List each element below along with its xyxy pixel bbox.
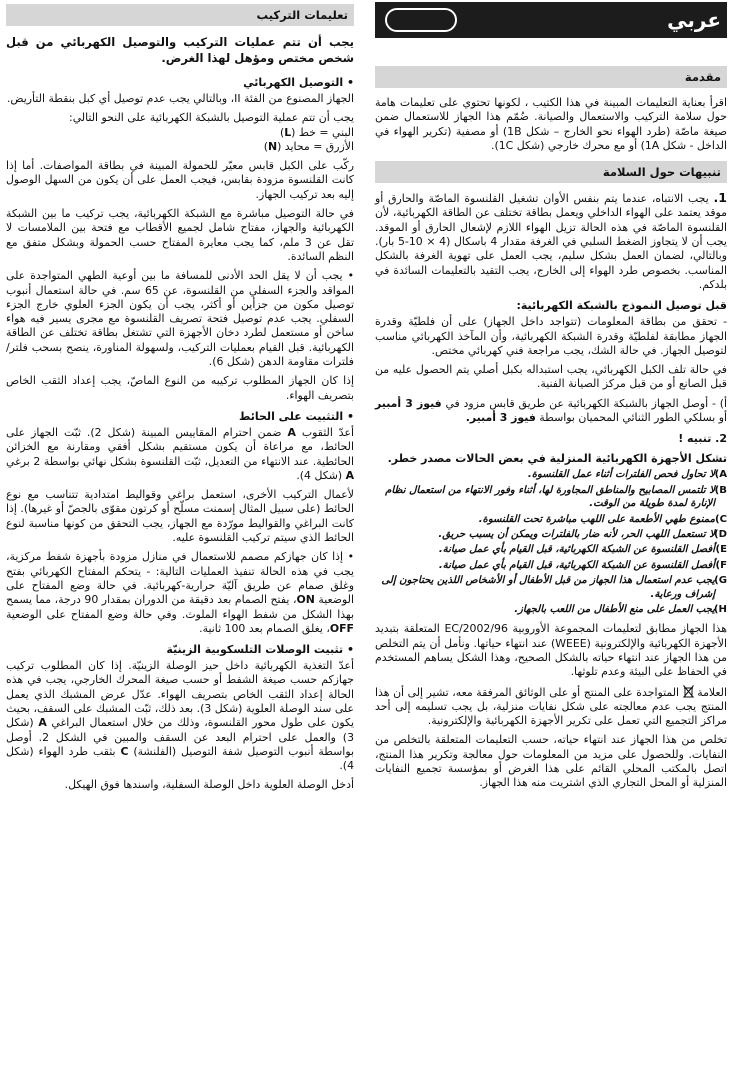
- weee-text: هذا الجهاز مطابق لتعليمات المجموعة الأوروبية 2002/96/EC المتعلقة بتبديد الأجهزة الكهربائية والإلكترونية (WEEE) عند انتهاء حياتها. ونأمل أن يتم التخلص من هذا الجهاز عند انتهاء حياته بالشكل الصحيح، وهذا الشكل يساهم المستخدم في الحفاظ على البيئة وعدم تلوثها.: [375, 622, 727, 679]
- list-item: [375, 513, 727, 526]
- list-item-text: لا تحاول فحص الفلترات أثناء عمل القلنسوة.: [527, 469, 715, 481]
- brown-wire-label: البني = خط (: [291, 125, 354, 139]
- disposal-text: تخلص من هذا الجهاز عند انتهاء حياته، حسب التعليمات المتعلقة بالتخلص من النفايات. وللحصول على مزيد من المعلومات حول معالجة وتكرير هذا المنتج، اتصل بالمكتب المحلي القائم على هذا الغرض أو بمؤسسة تجميع النفايات المنزلية أو المحل التجاري الذي اشتريت منه هذا الجهاز.: [375, 733, 727, 790]
- switch-off-label: OFF: [329, 621, 354, 635]
- warning-list: [375, 468, 727, 616]
- list-item-mark: G): [714, 575, 727, 587]
- safety-paragraph-1: [375, 191, 727, 292]
- list-item-text: يجب عدم استعمال هذا الجهاز من قبل الأطفال أو الأشخاص اللذين يحتاجون إلى إشراف ورعاية.: [381, 575, 715, 600]
- connection-text: - تحقق من بطاقة المعلومات (تتواجد داخل الجهاز) على أن فلطيّة وقدرة الجهاز مطابقة لفلطيّة وقدرة الشبكة الكهربائية، وأن المآخذ الكهربائي مناسب لتوصيل الجهاز. في حالة الشك، يجب مراجعة فني كهربائي مختص.: [375, 315, 727, 357]
- symbol-text-a: العلامة: [697, 685, 728, 699]
- list-item: [375, 528, 727, 541]
- wall-text-1: [6, 426, 354, 483]
- fuse-rating-2: فيوز 3 أمبير.: [465, 411, 536, 425]
- decor-text-2: أدخل الوصلة العلوية داخل الوصلة السفلية، واسندها فوق الهيكل.: [64, 778, 354, 792]
- wall-text-1c: ضمن احترام المقاييس المبينة (شكل 2). ثبّت الجهاز على الحائط، مع مراعاة أن يكون مستقيم بشكل أفقي ومقارنة مع الخزائن الحائطية. عند الانتهاء من التعديل، ثبّت القلنسوة بشكل نهائي بواسطة 2 برغي: [6, 425, 355, 468]
- list-item-text: أفصل القلنسوة عن الشبكة الكهربائية، قبل القيام بأي عمل صيانة.: [438, 544, 715, 556]
- list-item-text: أفصل القلنسوة عن الشبكة الكهربائية، قبل القيام بأي عمل صيانة.: [438, 559, 715, 571]
- language-title: عربي: [667, 8, 721, 32]
- decor-text-1: [6, 659, 354, 773]
- brown-wire-code: L: [284, 125, 292, 139]
- wall-text-3a: • إذا كان جهازكم مصمم للاستعمال في منازل مزودة بأجهزة شفط مركزية، يجب في هذه الحالة تنفيذ العمليات التالية: - يتحكم المفتاح الكهربائي بفتح وغلق صمام عن طريق آليّة حرارية-كهربائية. في حالة وضع المفتاح على الوضعية: [6, 550, 355, 607]
- list-item-text: لا تلتمس المصابيح والمناطق المجاورة لها، أثناء وفور الانتهاء من استعمال نظام الإنارة لمدة طويلة من الوقت.: [385, 484, 715, 510]
- decor-text-1c: (شكل 3) والعمل على احترام البعد عن السقف والمبين في الشكل 2. أوصل بواسطة أنبوب التوصيل شفة التوصيل (الفلنشة): [6, 716, 354, 758]
- brown-wire-close: ): [279, 125, 285, 139]
- wall-text-1e: (شكل 4).: [296, 468, 343, 482]
- crossed-bin-icon: [683, 685, 694, 698]
- list-item: [375, 468, 727, 481]
- symbol-text-b: المتواجدة على المنتج أو على الوثائق المرفقة معه، تشير إلى أن هذا المنتج يجب عدم معالجته على شكل نفايات منزلية، بل يجب تسليمه إلى أحد مراكز التجميع التي تعمل على تكرير الأجهزة الكهربائية والإلكترونية.: [375, 685, 727, 728]
- fuse-text: [375, 397, 727, 426]
- wall-text-3c: ، يغلق الصمام بعد 100 ثانية.: [199, 621, 330, 635]
- blue-wire-label: الأزرق = محايد (: [277, 139, 354, 153]
- safety-text-1: يجب الانتباه، عندما يتم بنفس الأوان تشغيل القلنسوة الماصّة والحارق أو موقد يعتمد على الهواء الداخلي ويعمل بطاقة تختلف عن الطاقة الكهربائية، لأن القلنسوة الماصّة في هذه الحالة تزيل الهواء اللازم لإشعال الحارق أو الموقد. يجب أن لا يتجاوز الضغط السلبي في الغرفة مقدار 4 باسكال (4 × 10-5 بار). وبالتالي، لضمان العمل بشكل سليم، يجب العمل على تهوية الغرفة بالشكل المناسب. بخصوص طرد الهواء إلى الخارج، يجب التقيد بالتعليمات السائدة في بلدكم.: [375, 192, 727, 291]
- list-item: [375, 484, 727, 511]
- installation-lead: يجب أن تتم عمليات التركيب والتوصيل الكهربائي من قبل شخص مختص ومؤهل لهذا الغرض.: [6, 35, 354, 65]
- list-item: [375, 559, 727, 572]
- safety-heading: تنبيهات حول السلامة: [375, 161, 727, 183]
- right-column: [371, 0, 733, 1082]
- list-item-mark: B): [714, 484, 727, 496]
- list-item-text: ممنوع طهي الأطعمة على اللهب مباشرة تحت القلنسوة.: [478, 513, 715, 525]
- decor-title: • تثبيت الوصلات التلسكوبية الزينيّة: [166, 643, 354, 657]
- blue-wire-code: N: [267, 139, 278, 153]
- list-item-text: يجب العمل على منع الأطفال من اللعب بالجهاز.: [514, 604, 715, 615]
- decor-text-1e: بثقب طرد الهواء (شكل 4).: [6, 744, 354, 773]
- wall-text-2: لأعمال التركيب الأخرى، استعمل براغي وقواليط امتدادية تتناسب مع نوع الحائط (على سبيل المثال إسمنت مسلّح أو كرتون مقوّى بالجصّ أو غيرها). إذا كانت البراغي والقواليط مورّدة مع الجهاز، يجب التحقق من كونها مناسبة لنوع الحائط الذي سيتم تركيب القلنسوة عليه.: [6, 488, 354, 545]
- warning-title: تشكل الأجهزة الكهربائية المنزلية في بعض الحالات مصدر خطر.: [387, 452, 727, 466]
- wall-title: • التثبيت على الحائط: [238, 409, 354, 423]
- electrical-title: • التوصيل الكهربائي: [243, 76, 354, 89]
- electrical-text-5: • يجب أن لا يقل الحد الأدنى للمسافة ما بين أوعية الطهي المتواجدة على المواقد والجزء السفلي من القلنسوة، عن 65 سم. في حالة استعمال أنبوب توصيل مكون من جزأين أو أكثر، يجب أن يكون الجزء العلوي خارج الجزء السفلي. يجب عدم توصيل فتحة تصريف القلنسوة مع مجرى يسير فيه هواء ساخن أو مستعمل لطرد دخان الأجهزة التي تشتغل بطاقة تختلف عن الطاقة الكهربائية. قبل القيام بعمليات التركيب، ولسهولة المناورة، ينصح بسحب فلتر/فلترات مقاومة الدهن (شكل 6).: [6, 269, 354, 369]
- wall-text-3b: ، يفتح الصمام بعد دقيقة من الدوران بمقدار 90 درجة، مما يسمح بهذا الشكل من شفط الهواء الملوث. وفي حالة وضع المفتاح على الوضعية: [6, 593, 354, 621]
- blue-wire-line: [6, 140, 354, 154]
- wall-ref-a: A: [287, 425, 296, 439]
- language-header: [375, 2, 727, 38]
- fuse-text-b: أو بسلكي الطور الثنائي المحميان بواسطة: [539, 411, 727, 425]
- brown-wire-line: [6, 126, 354, 140]
- list-item-mark: A): [714, 469, 727, 481]
- language-tab-shape: [385, 8, 457, 32]
- list-item-mark: F): [715, 559, 727, 571]
- list-item-text: لا تستعمل اللهب الحر، لأنه ضار بالفلترات ويمكن أن يسبب حريق.: [438, 528, 715, 540]
- spacer: [375, 38, 727, 58]
- decor-ref-c: C: [120, 744, 129, 758]
- fuse-rating-1: فيوز 3 أمبير: [375, 396, 442, 410]
- electrical-text-2-lead: يجب أن تتم عملية التوصيل بالشبكة الكهربائية على النحو التالي:: [69, 111, 354, 125]
- blue-wire-close: ): [263, 139, 268, 153]
- installation-heading: تعليمات التركيب: [6, 4, 354, 26]
- list-item-mark: D): [713, 528, 727, 540]
- electrical-text-6: إذا كان الجهاز المطلوب تركيبه من النوع الماصّ، يجب إعداد الثقب الخاص بتصريف الهواء.: [6, 374, 354, 402]
- warning-number: 2. تنبيه !: [678, 432, 727, 446]
- intro-text: اقرأ بعناية التعليمات المبينة في هذا الكتيب ، لكونها تحتوي على تعليمات هامة حول سلامة التركيب والاستعمال والصيانة. ضُمّم هذا الجهاز للاستعمال ضمن صيغة ماصّة (طرد الهواء نحو الخارج – شكل 1B) أو مصفية (تكرير الهواء في الداخل - شكل 1A) أو مع محرك خارجي (شكل 1C).: [375, 96, 727, 152]
- electrical-text-4: في حالة التوصيل مباشرة مع الشبكة الكهربائية، يجب تركيب ما بين الشبكة الكهربائية والجهاز، مفتاح شامل لجميع الأقطاب مع فتحة بين الملامسات لا تقل عن 3 ملم، كما يجب معايرة المفتاح حسب الحمولة وبشكل متفق مع النظم السائدة.: [6, 207, 354, 263]
- list-item: [375, 603, 727, 616]
- cable-text: في حالة تلف الكبل الكهربائي، يجب استبداله بكبل أصلي يتم الحصول عليه من قبل الصانع أو من قبل مركز الصيانة الفنية.: [375, 363, 727, 391]
- decor-text-1a: أعدّ التغذية الكهربائية داخل حيز الوصلة الزينيّة. إذا كان المطلوب تركيب جهازكم حسب صيغة الشفط أو حسب صيغة المحرك الخارجي، يجب في هذه الحالة إعداد الثقب الخاص بتصريف الهواء. عدّل عرض المشبك الذي يعمل على سند الوصلة العلوية (شكل 3). بعد ذلك، ثبّت المشبك على السقف، بحيث يكون على طول محور القلنسوة، وذلك من خلال استعمال البراغي: [6, 659, 355, 730]
- list-item-mark: H): [713, 604, 727, 615]
- intro-heading: مقدمة: [375, 66, 727, 88]
- wall-text-1a: أعدّ الثقوب: [301, 425, 355, 439]
- connection-title: قبل توصيل النموذج بالشبكة الكهربائية:: [516, 299, 727, 313]
- list-item-mark: C): [714, 513, 727, 525]
- wall-text-3: [6, 550, 354, 636]
- symbol-text: [375, 685, 727, 729]
- list-item: [375, 574, 727, 601]
- electrical-text-2: [6, 111, 354, 154]
- switch-on-label: ON: [296, 593, 315, 607]
- electrical-text-1: الجهاز المصنوع من الفئة II، وبالتالي يجب عدم توصيل أي كبل بنقطة التأريض.: [6, 92, 354, 105]
- electrical-text-3: ركّب على الكبل قابس معيّر للحمولة المبينة في بطاقة المواصفات. أما إذا كانت القلنسوة مزودة بقابس، فيجب العمل على أن يكون من السهل الوصول إليه بعد تركيب الجهاز.: [6, 159, 354, 201]
- list-item: [375, 543, 727, 556]
- list-item-mark: E): [715, 544, 727, 556]
- left-column: [0, 0, 358, 1082]
- safety-number-1: 1.: [713, 190, 727, 206]
- fuse-text-a: أ) - أوصل الجهاز بالشبكة الكهربائية عن طريق قابس مزود في: [445, 396, 727, 410]
- decor-ref-a: A: [38, 716, 47, 730]
- wall-ref-a-2: A: [345, 468, 354, 482]
